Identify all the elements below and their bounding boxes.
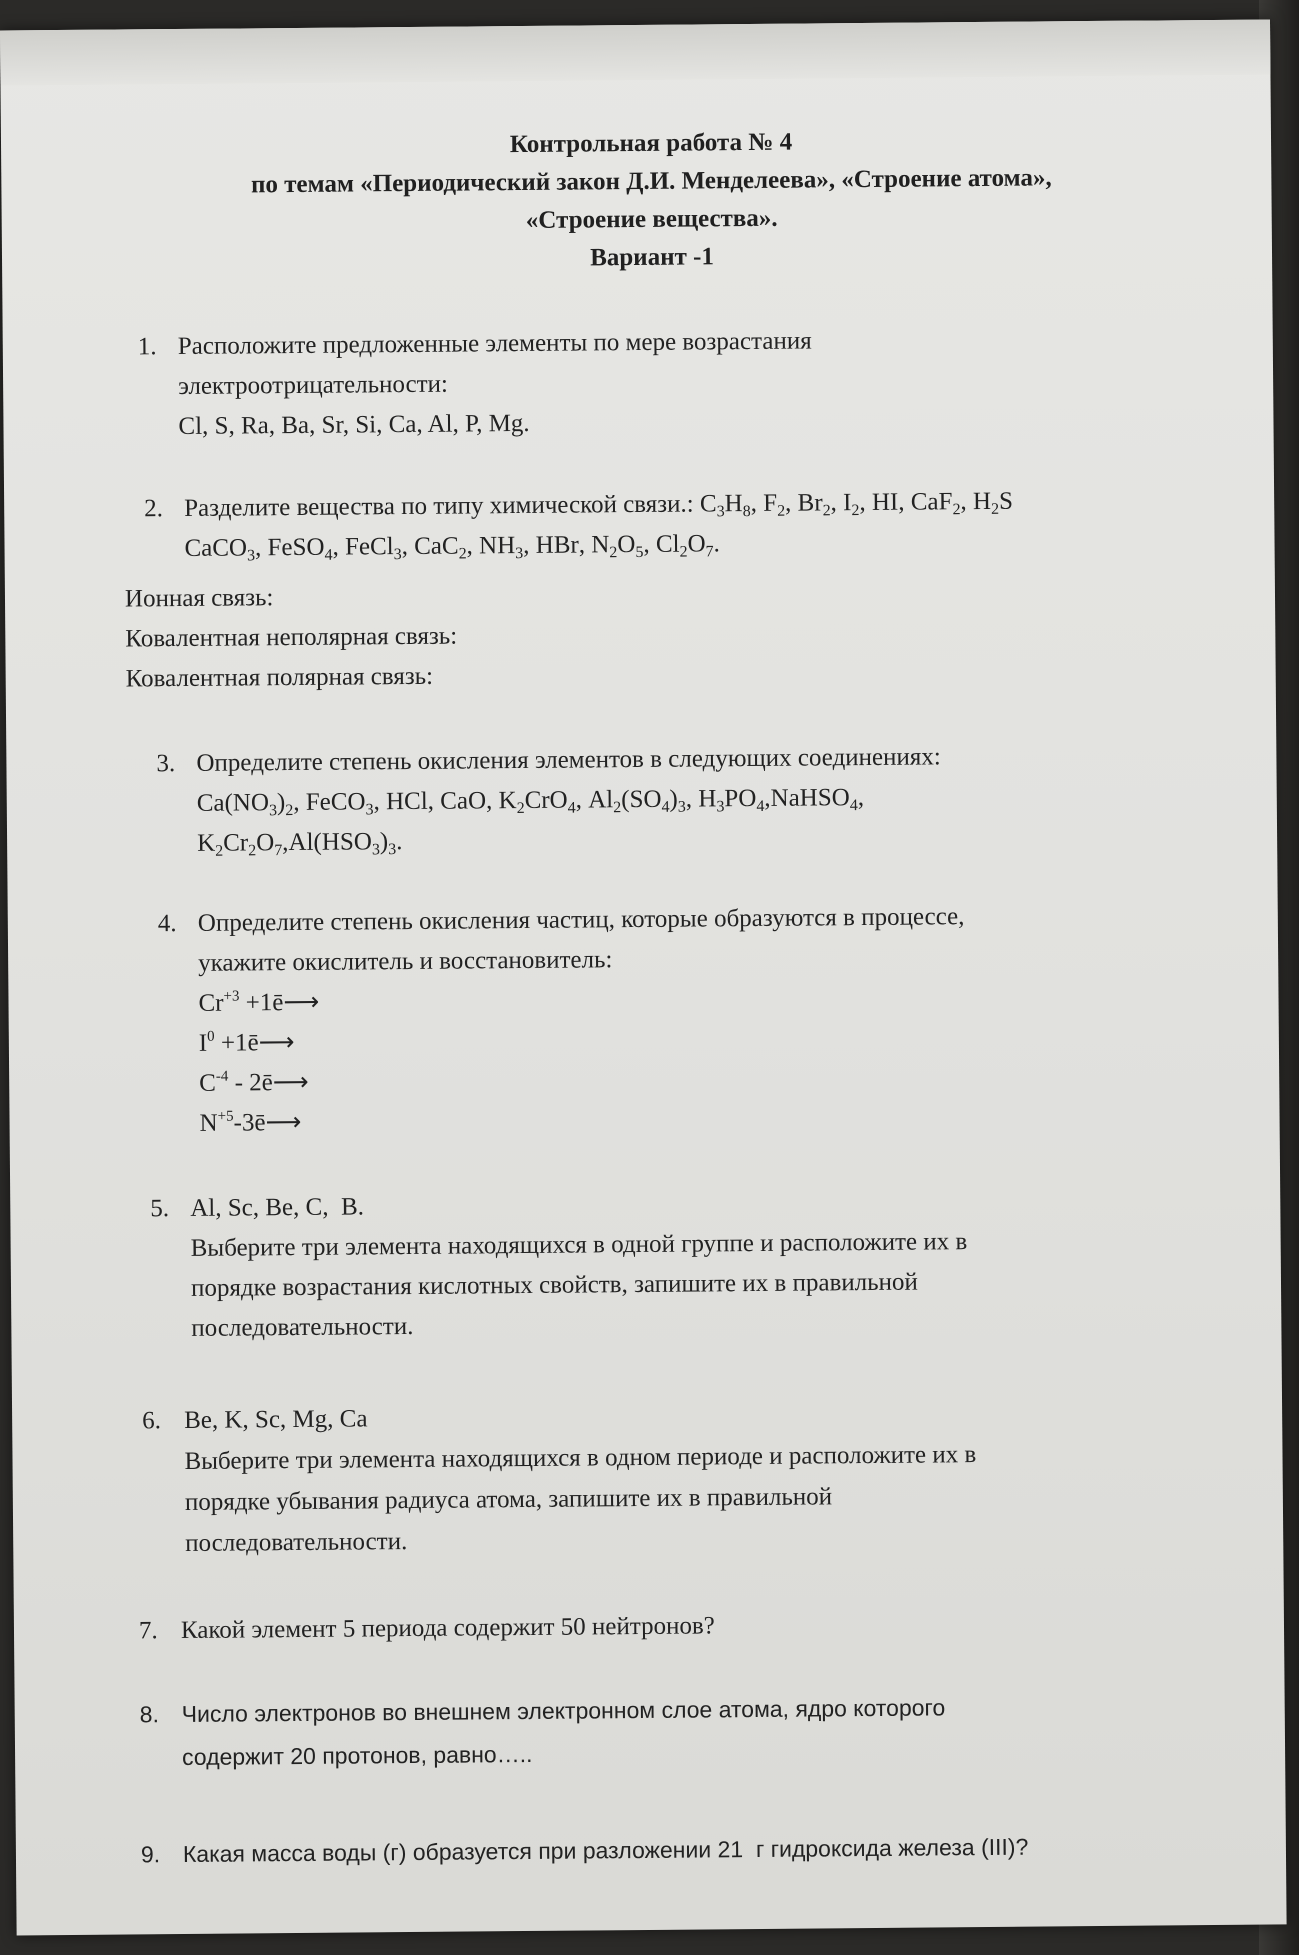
q6-line1: Выберите три элемента находящихся в одном периоде и расположите их в xyxy=(184,1441,977,1475)
chemical-formula: CaCO$_3$ xyxy=(184,534,256,565)
q4-line2: укажите окислитель и восстановитель: xyxy=(198,946,613,977)
q1-line2: электроотрицательности: xyxy=(178,370,449,401)
chemical-formula: $H_2S$ xyxy=(972,487,1014,518)
q8-line1: Число электронов во внешнем электронном слое атома, ядро которого xyxy=(181,1694,946,1728)
q5-number: 5. xyxy=(150,1195,170,1223)
q2-number: 2. xyxy=(144,495,164,523)
q6-line3: последовательности. xyxy=(185,1528,408,1557)
chemical-formula: CaF$_2$ xyxy=(910,488,961,519)
q2-formulas-line1: $C_3H_8$, $F_2$, $Br_2$, $I_2$, HI, CaF$_2$, $H_2S$ xyxy=(699,487,1014,521)
q3-formulas-line2 xyxy=(197,822,403,864)
q4-number: 4. xyxy=(157,910,177,938)
chemical-formula: HI xyxy=(871,488,899,516)
chemical-formula: $NH_3$ xyxy=(478,532,524,563)
q2-line1 xyxy=(184,482,1013,529)
q7-text: Какой элемент 5 периода содержит 50 нейтронов? xyxy=(180,1612,715,1645)
q4-reaction-3 xyxy=(199,1063,309,1104)
q1-elements: Cl, S, Ra, Ba, Sr, Si, Ca, Al, P, Mg. xyxy=(178,409,530,440)
q5-line1: Выберите три элемента находящихся в одной группе и расположите их в xyxy=(190,1228,968,1262)
chemical-formula: $N_2O_5$ xyxy=(591,531,644,562)
q2-covalent-nonpolar-label: Ковалентная неполярная связь: xyxy=(125,622,458,653)
chemical-formula: FeCO$_3$, xyxy=(305,788,380,819)
chemical-formula: FeCl$_3$ xyxy=(344,533,402,564)
q9-text: Какая масса воды (г) образуется при разложении 21 г гидроксида железа (III)? xyxy=(182,1833,1029,1868)
q4-reaction-2 xyxy=(199,1023,295,1064)
worksheet-title: Контрольная работа № 4 xyxy=(509,128,793,159)
worksheet-topics-line2: «Строение вещества». xyxy=(525,204,778,234)
q3-number: 3. xyxy=(156,750,176,778)
chemical-formula: $I_2$ xyxy=(842,489,860,520)
worksheet-header xyxy=(1,119,1299,282)
q2-ionic-label: Ионная связь: xyxy=(124,584,274,613)
q3-formulas-line1 xyxy=(197,778,865,824)
q5-elements: Al, Sc, Be, C, B. xyxy=(190,1193,365,1222)
q7-number: 7. xyxy=(138,1617,158,1645)
worksheet-page xyxy=(0,19,1287,1935)
q2-prompt: Разделите вещества по типу химической связи.: xyxy=(184,490,694,522)
chemical-formula: HCl, xyxy=(385,787,435,816)
chemical-formula: HBr xyxy=(535,531,579,559)
paper-top-edge xyxy=(0,19,1270,85)
q1-line1: Расположите предложенные элементы по мере возрастания xyxy=(177,327,812,361)
q2-covalent-polar-label: Ковалентная полярная связь: xyxy=(125,662,434,693)
chemical-formula: CaO, xyxy=(440,787,493,815)
q6-number: 6. xyxy=(142,1407,162,1435)
q8-number: 8. xyxy=(139,1701,160,1728)
chemical-formula: $Ca(NO_3)_2$, xyxy=(196,788,300,820)
chemical-formula: $Br_2$ xyxy=(797,489,831,520)
reaction-formula: $N^{+5}-3ē⟶$ xyxy=(199,1108,302,1137)
worksheet-variant: Вариант -1 xyxy=(590,243,715,272)
chemical-formula: FeSO$_4$ xyxy=(267,533,333,564)
q4-reaction-4 xyxy=(199,1103,301,1144)
q3-prompt: Определите степень окисления элементов в следующих соединениях: xyxy=(196,743,941,777)
chemical-formula: $K_2CrO_4$, xyxy=(498,786,583,818)
reaction-formula: $I^0$ +1ē⟶ xyxy=(198,1028,295,1057)
reaction-formula: $Cr^{+3}$ +1ē⟶ xyxy=(198,988,320,1017)
q4-reaction-1 xyxy=(198,983,319,1024)
chemical-formula: $H_3PO_4,NaHSO_4$, xyxy=(698,784,865,816)
chemical-formula: $F_2$ xyxy=(763,489,786,520)
q5-line3: последовательности. xyxy=(191,1312,414,1342)
q6-line2: порядке убывания радиуса атома, запишите их в правильной xyxy=(184,1483,833,1516)
chemical-formula: CaC$_2$ xyxy=(414,532,467,563)
q5-line2: порядке возрастания кислотных свойств, запишите их в правильной xyxy=(190,1268,918,1302)
worksheet-topics-line1: по темам «Периодический закон Д.И. Менделеева», «Строение атома», xyxy=(250,164,1052,199)
q9-number: 9. xyxy=(140,1841,161,1868)
q1-number: 1. xyxy=(137,333,157,361)
chemical-formula: $C_3H_8$ xyxy=(699,490,751,521)
q8-line2: содержит 20 протонов, равно….. xyxy=(181,1740,533,1771)
q4-line1: Определите степень окисления частиц, которые образуются в процессе, xyxy=(197,903,965,937)
q2-formulas-line2: CaCO$_3$, FeSO$_4$, FeCl$_3$, CaC$_2$, $NH_3$, HBr, $N_2O_5$, $Cl_2O_7$. xyxy=(184,530,720,565)
reaction-formula: $C^{-4}$ - 2ē⟶ xyxy=(199,1068,309,1097)
chemical-formula: $K_2Cr_2O_7,Al(HSO_3)_3$. xyxy=(197,828,403,860)
q6-elements: Be, K, Sc, Mg, Ca xyxy=(184,1405,368,1434)
chemical-formula: $Al_2(SO_4)_3$, xyxy=(588,785,693,817)
chemical-formula: $Cl_2O_7$. xyxy=(655,530,720,561)
